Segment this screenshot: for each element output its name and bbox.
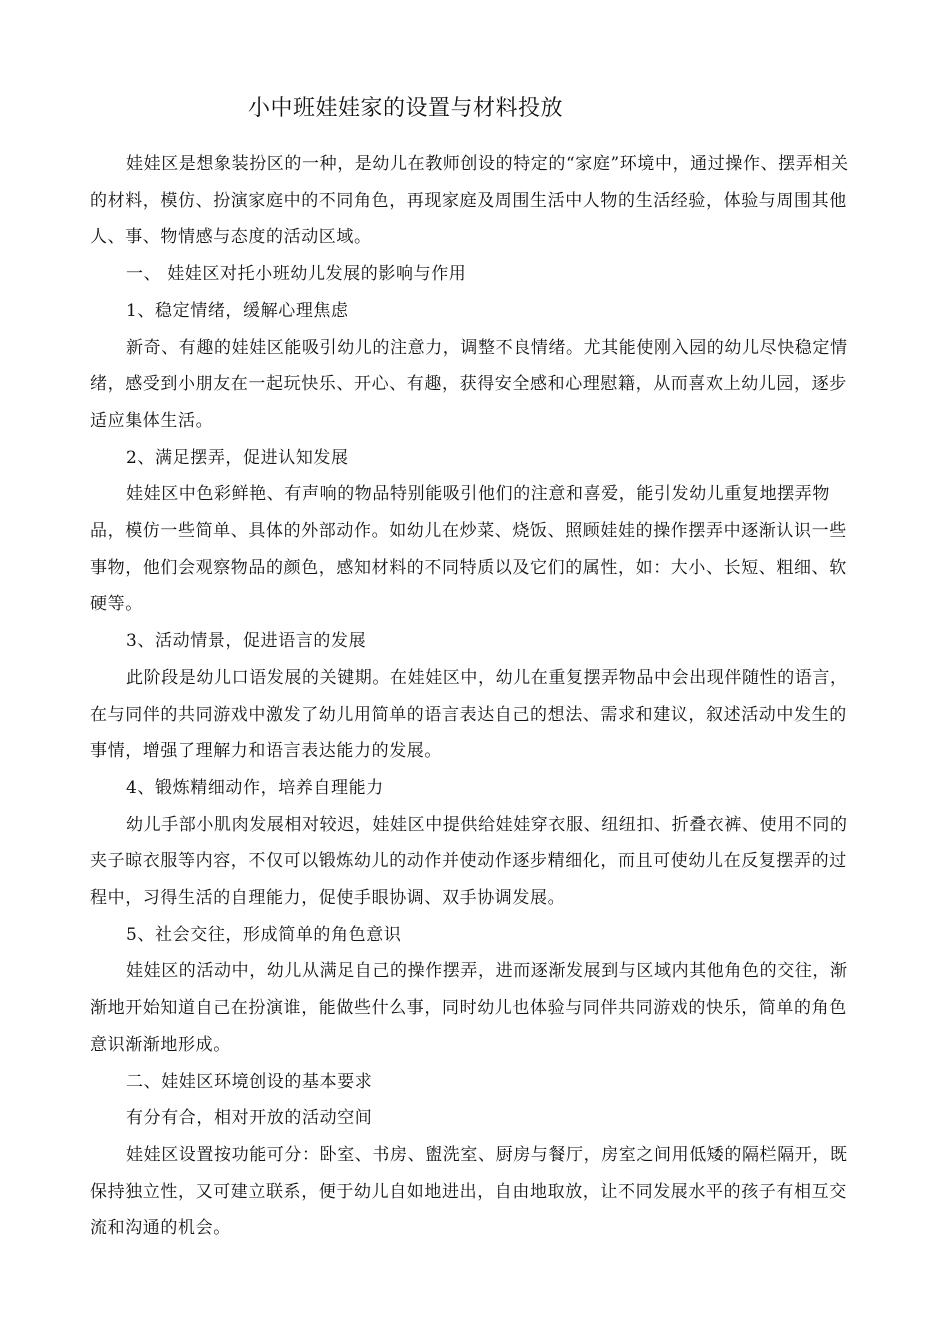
subheading-5: 5、社会交往，形成简单的角色意识: [126, 924, 402, 945]
intro-paragraph: 娃娃区是想象装扮区的一种，是幼儿在教师创设的特定的“家庭”环境中，通过操作、摆弄相关的材料，模仿、扮演家庭中的不同角色，再现家庭及周围生活中人物的生活经验，体验与周围其他人、事、物情感与态度的活动区域。: [90, 154, 849, 248]
paragraph-1: 新奇、有趣的娃娃区能吸引幼儿的注意力，调整不良情绪。尤其能使刚入园的幼儿尽快稳定情绪，感受到小朋友在一起玩快乐、开心、有趣，获得安全感和心理慰籍，从而喜欢上幼儿园，逐步适应集体生活。: [90, 337, 848, 431]
subheading-1: 1、稳定情绪，缓解心理焦虑: [126, 300, 349, 321]
paragraph-4: 幼儿手部小肌肉发展相对较迟，娃娃区中提供给娃娃穿衣服、纽纽扣、折叠衣裤、使用不同的夹子晾衣服等内容，不仅可以锻炼幼儿的动作并使动作逐步精细化，而且可使幼儿在反复摆弄的过程中，习得生活的自理能力，促使手眼协调、双手协调发展。: [90, 814, 848, 909]
subheading-2: 2、满足摆弄，促进认知发展: [126, 447, 349, 468]
paragraph-2: 娃娃区中色彩鲜艳、有声响的物品特别能吸引他们的注意和喜爱，能引发幼儿重复地摆弄物品，模仿一些简单、具体的外部动作。如幼儿在炒菜、烧饭、照顾娃娃的操作摆弄中逐渐认识一些事物，他们会观察物品的颜色，感知材料的不同特质以及它们的属性，如：大小、长短、粗细、软硬等。: [90, 484, 847, 615]
subheading-4: 4、锻炼精细动作，培养自理能力: [126, 777, 384, 798]
paragraph-3: 此阶段是幼儿口语发展的关键期。在娃娃区中，幼儿在重复摆弄物品中会出现伴随性的语言，在与同伴的共同游戏中激发了幼儿用简单的语言表达自己的想法、需求和建议，叙述活动中发生的事情，增强了理解力和语言表达能力的发展。: [90, 667, 848, 762]
subheading-3: 3、活动情景，促进语言的发展: [126, 631, 367, 652]
paragraph-6: 娃娃区设置按功能可分：卧室、书房、盥洗室、厨房与餐厅，房室之间用低矮的隔栏隔开，既保持独立性，又可建立联系，便于幼儿自如地进出，自由地取放，让不同发展水平的孩子有相互交流和沟通的机会。: [90, 1144, 848, 1239]
paragraph-5: 娃娃区的活动中，幼儿从满足自己的操作摆弄，进而逐渐发展到与区域内其他角色的交往，渐渐地开始知道自己在扮演谁，能做些什么事，同时幼儿也体验与同伴共同游戏的快乐，简单的角色意识渐渐地形成。: [90, 961, 848, 1055]
document-body: [90, 146, 860, 1247]
section-heading-2: 二、娃娃区环境创设的基本要求: [126, 1071, 373, 1092]
section-heading-1: 一、 娃娃区对托小班幼儿发展的影响与作用: [126, 264, 467, 285]
subheading-6: 有分有合，相对开放的活动空间: [126, 1108, 373, 1129]
document-title: 小中班娃娃家的设置与材料投放: [248, 96, 564, 121]
